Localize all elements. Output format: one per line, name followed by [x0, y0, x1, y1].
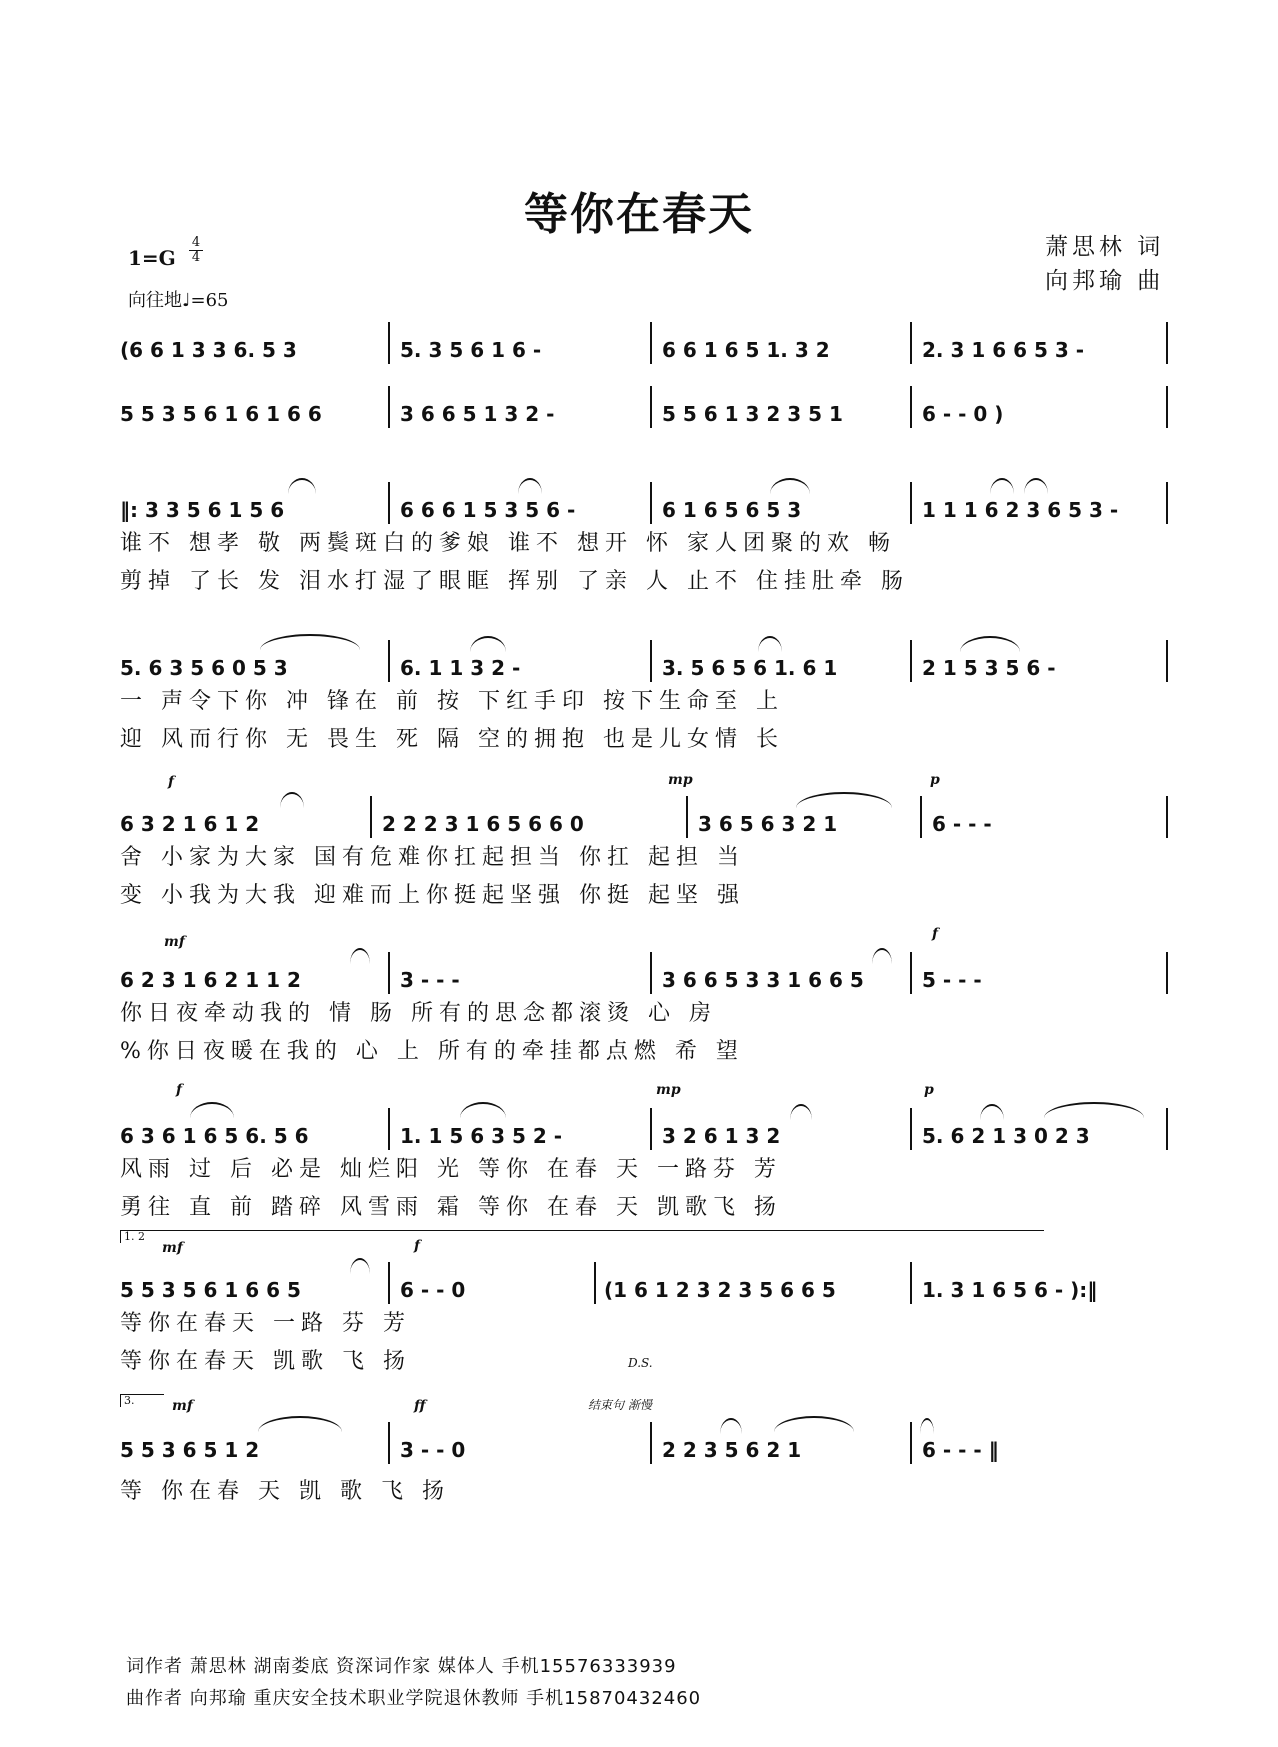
- lyric-line-verse1: 等 你在春 天 凯 歌 飞 扬: [120, 1479, 450, 1504]
- composer-info: 曲作者 向邦瑜 重庆安全技术职业学院退休教师 手机15870432460: [126, 1688, 702, 1709]
- barline: [388, 386, 390, 428]
- barline: [370, 796, 372, 838]
- notation-row: [120, 1118, 1170, 1154]
- measure: (1 6 1 2 3 2 3 5 6 6 5: [604, 1278, 836, 1302]
- dynamic-mf: mf: [164, 934, 185, 950]
- meter-bottom: 4: [191, 250, 201, 265]
- barline: [1166, 322, 1168, 364]
- measure: 1 1 1 6 2 3 6 5 3 -: [922, 498, 1119, 522]
- measure: 6. 1 1 3 2 -: [400, 656, 521, 680]
- lyric-line-verse1: 等你在春天 一路 芬 芳: [120, 1311, 411, 1336]
- measure: 3 6 6 5 3 3 1 6 6 5: [662, 968, 864, 992]
- barline: [1166, 640, 1168, 682]
- dynamic-mp: mp: [668, 772, 693, 788]
- barline: [594, 1262, 596, 1304]
- lyric-line-verse2: 等你在春天 凯歌 飞 扬: [120, 1349, 411, 1374]
- time-signature: [188, 236, 204, 265]
- slur: [260, 634, 360, 650]
- song-title: 等你在春天: [524, 189, 754, 240]
- slur: [258, 1416, 342, 1432]
- dynamic-mp: mp: [656, 1082, 681, 1098]
- notation-row: [120, 396, 1170, 432]
- meter-top: 4: [191, 235, 201, 250]
- ending-marking: 结束句 渐慢: [588, 1398, 652, 1412]
- slur: [774, 1416, 854, 1432]
- dynamic-f: f: [414, 1238, 421, 1254]
- measure: 5 5 6 1 3 2 3 5 1: [662, 402, 843, 426]
- measure: 1. 1 5 6 3 5 2 -: [400, 1124, 563, 1148]
- barline: [910, 640, 912, 682]
- notation-row: [120, 332, 1170, 368]
- barline: [650, 482, 652, 524]
- measure: 2 2 2 3 1 6 5 6 6 0: [382, 812, 584, 836]
- barline: [388, 482, 390, 524]
- measure: 3 6 5 6 3 2 1: [698, 812, 838, 836]
- dynamic-p: p: [924, 1082, 934, 1098]
- barline: [910, 952, 912, 994]
- volta-bracket: 3.: [120, 1394, 164, 1407]
- dynamic-f: f: [168, 774, 175, 790]
- measure: 6 - - - ‖: [922, 1438, 999, 1462]
- dynamic-f: f: [932, 926, 939, 942]
- barline: [686, 796, 688, 838]
- lyric-line-verse1: 谁不 想孝 敬 两鬓斑白的爹娘 谁不 想开 怀 家人团聚的欢 畅: [120, 531, 896, 556]
- measure: 5. 6 2 1 3 0 2 3: [922, 1124, 1090, 1148]
- notation-row: [120, 806, 1170, 842]
- notation-row: [120, 492, 1170, 528]
- measure: 3 - - -: [400, 968, 460, 992]
- dynamic-f: f: [176, 1082, 183, 1098]
- measure: 6 6 6 1 5 3 5 6 -: [400, 498, 576, 522]
- barline: [650, 640, 652, 682]
- measure: 6 6 1 6 5 1. 3 2: [662, 338, 830, 362]
- dynamic-mf: mf: [162, 1240, 183, 1256]
- measure: 6 - - -: [932, 812, 992, 836]
- barline: [1166, 952, 1168, 994]
- measure: 6 2 3 1 6 2 1 1 2: [120, 968, 301, 992]
- measure: 6 1 6 5 6 5 3: [662, 498, 802, 522]
- lyric-line-verse1: 风雨 过 后 必是 灿烂阳 光 等你 在春 天 一路芬 芳: [120, 1157, 782, 1182]
- measure: 3 - - 0: [400, 1438, 466, 1462]
- dynamic-ff: ff: [414, 1398, 426, 1414]
- barline: [650, 1422, 652, 1464]
- notation-row: [120, 650, 1170, 686]
- lyric-line-verse2: 剪掉 了长 发 泪水打湿了眼眶 挥别 了亲 人 止不 住挂肚牵 肠: [120, 569, 909, 594]
- barline: [910, 322, 912, 364]
- barline: [388, 1262, 390, 1304]
- measure: 3 2 6 1 3 2: [662, 1124, 781, 1148]
- slur: [190, 1102, 234, 1118]
- barline: [388, 952, 390, 994]
- barline: [388, 322, 390, 364]
- barline: [388, 1422, 390, 1464]
- measure: 5 5 3 5 6 1 6 1 6 6: [120, 402, 322, 426]
- measure: 3 6 6 5 1 3 2 -: [400, 402, 555, 426]
- barline: [1166, 796, 1168, 838]
- measure: 6 3 6 1 6 5 6. 5 6: [120, 1124, 309, 1148]
- measure: 1. 3 1 6 5 6 - ):‖: [922, 1278, 1098, 1302]
- lyric-line-verse1: 一 声令下你 冲 锋在 前 按 下红手印 按下生命至 上: [120, 689, 784, 714]
- notation-row: [120, 962, 1170, 998]
- measure: ‖: 3 3 5 6 1 5 6: [120, 498, 285, 522]
- dynamic-p: p: [930, 772, 940, 788]
- barline: [910, 386, 912, 428]
- barline: [388, 1108, 390, 1150]
- lyric-line-verse1: 你日夜牵动我的 情 肠 所有的思念都滚烫 心 房: [120, 1001, 717, 1026]
- notation-row: [120, 1432, 1170, 1468]
- tempo-marking: 向往地♩=65: [128, 290, 229, 311]
- dynamic-mf: mf: [172, 1398, 193, 1414]
- barline: [910, 1422, 912, 1464]
- measure: 5 5 3 6 5 1 2: [120, 1438, 260, 1462]
- measure: 6 - - 0 ): [922, 402, 1004, 426]
- measure: 2 2 3 5 6 2 1: [662, 1438, 802, 1462]
- lyric-line-verse2: %你日夜暖在我的 心 上 所有的牵挂都点燃 希 望: [120, 1039, 744, 1064]
- notation-row: [120, 1272, 1170, 1308]
- volta-bracket: 1. 2: [120, 1230, 1044, 1243]
- measure: 6 - - 0: [400, 1278, 466, 1302]
- lyric-line-verse2: 勇往 直 前 踏碎 风雪雨 霜 等你 在春 天 凯歌飞 扬: [120, 1195, 782, 1220]
- barline: [650, 322, 652, 364]
- slur: [460, 1102, 506, 1118]
- measure: 2 1 5 3 5 6 -: [922, 656, 1056, 680]
- lyric-line-verse1: 舍 小家为大家 国有危难你扛起担当 你扛 起担 当: [120, 845, 745, 870]
- barline: [1166, 482, 1168, 524]
- barline: [920, 796, 922, 838]
- barline: [1166, 1108, 1168, 1150]
- barline: [910, 482, 912, 524]
- lyricist-info: 词作者 萧思林 湖南娄底 资深词作家 媒体人 手机15576333939: [126, 1656, 677, 1677]
- barline: [910, 1262, 912, 1304]
- barline: [650, 386, 652, 428]
- lyric-line-verse2: 变 小我为大我 迎难而上你挺起坚强 你挺 起坚 强: [120, 883, 745, 908]
- slur: [1044, 1102, 1144, 1118]
- measure: 5. 6 3 5 6 0 5 3: [120, 656, 288, 680]
- composer-credit: 向邦瑜 曲: [1045, 268, 1165, 294]
- measure: (6 6 1 3 3 6. 5 3: [120, 338, 297, 362]
- measure: 5. 3 5 6 1 6 -: [400, 338, 542, 362]
- key-signature: 1=G: [128, 246, 176, 270]
- barline: [388, 640, 390, 682]
- barline: [650, 952, 652, 994]
- barline: [1166, 386, 1168, 428]
- measure: 2. 3 1 6 6 5 3 -: [922, 338, 1085, 362]
- measure: 6 3 2 1 6 1 2: [120, 812, 260, 836]
- measure: 3. 5 6 5 6 1. 6 1: [662, 656, 838, 680]
- lyricist-credit: 萧思林 词: [1045, 234, 1165, 260]
- measure: 5 - - -: [922, 968, 982, 992]
- measure: 5 5 3 5 6 1 6 6 5: [120, 1278, 301, 1302]
- ds-marking: D.S.: [628, 1356, 653, 1370]
- barline: [910, 1108, 912, 1150]
- barline: [650, 1108, 652, 1150]
- lyric-line-verse2: 迎 风而行你 无 畏生 死 隔 空的拥抱 也是儿女情 长: [120, 727, 784, 752]
